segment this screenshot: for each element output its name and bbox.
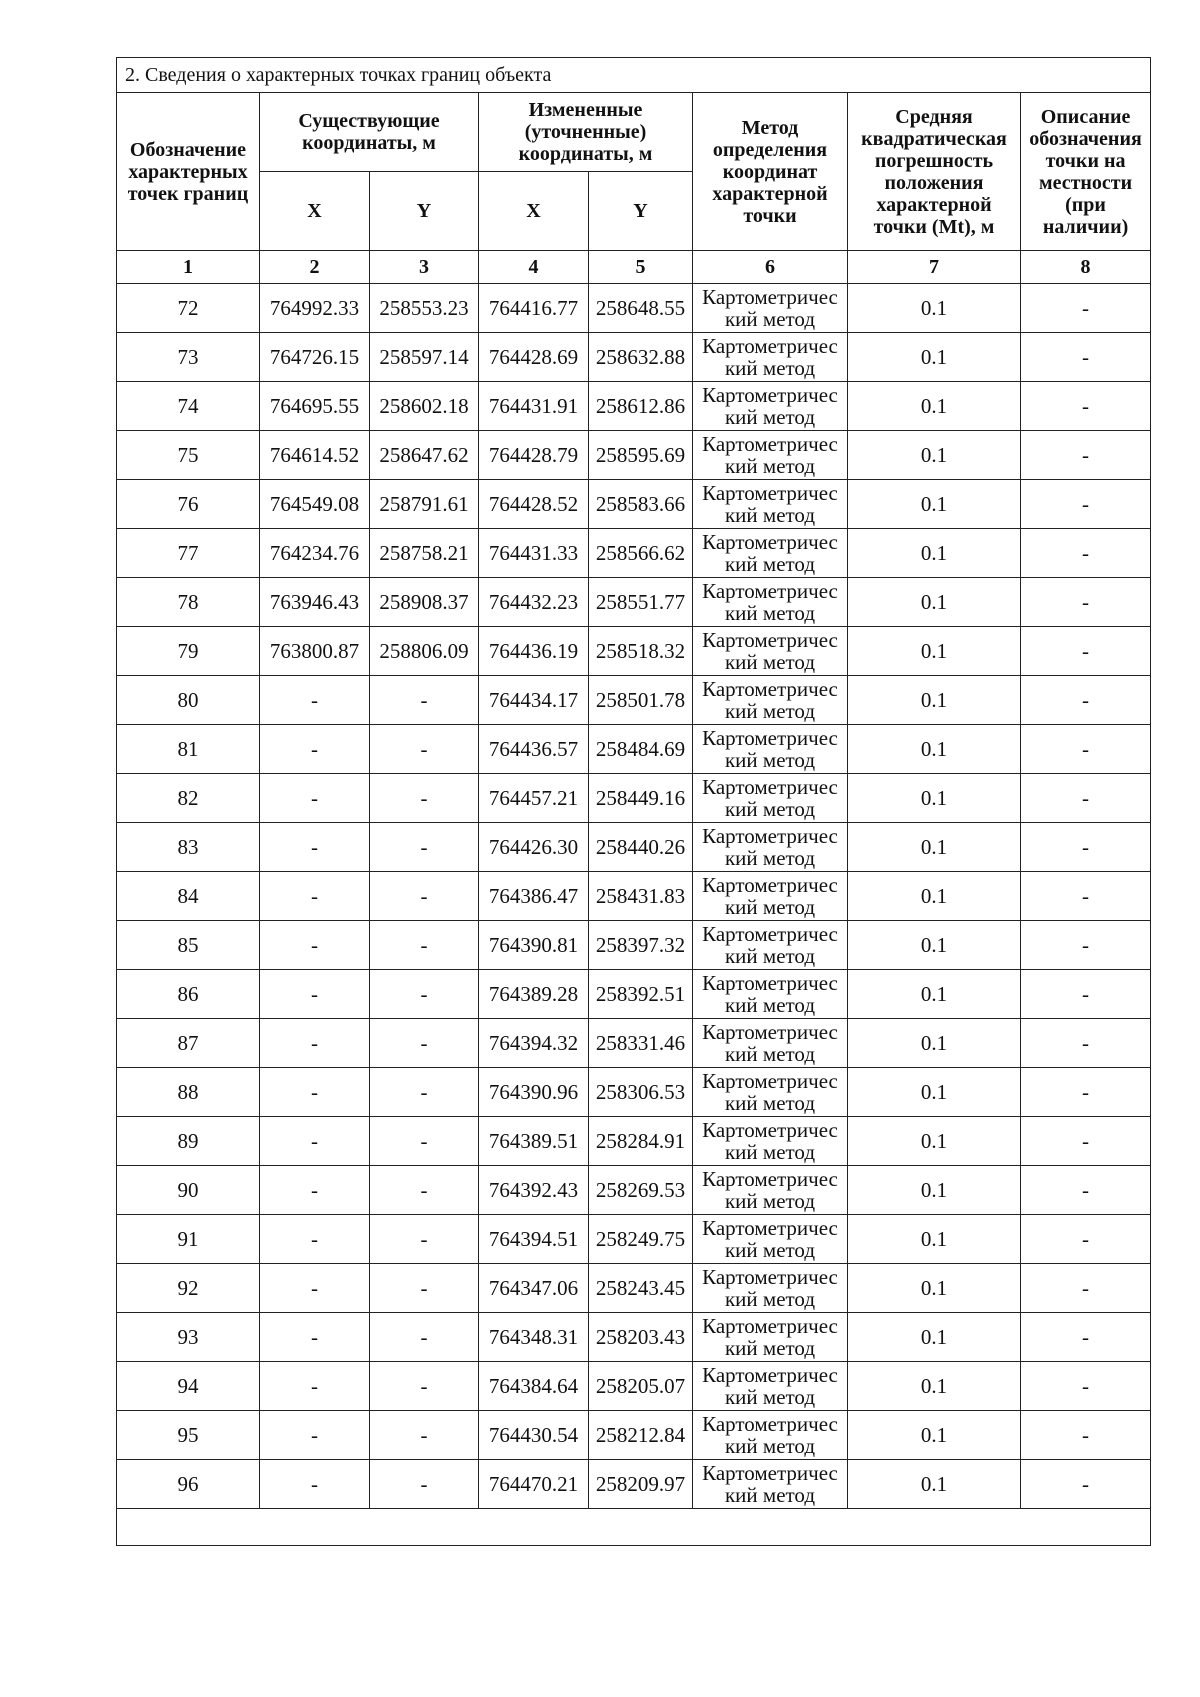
method-line: Картометричес: [702, 1314, 838, 1338]
method-line: Картометричес: [702, 1265, 838, 1289]
cell-changed-y: 258205.07: [589, 1362, 693, 1411]
table-row: [117, 725, 1151, 774]
method-line: Картометричес: [702, 334, 838, 358]
cell-description: -: [1021, 1460, 1151, 1509]
cell-changed-y: 258209.97: [589, 1460, 693, 1509]
cell-mt: 0.1: [848, 774, 1021, 823]
cell-method: [693, 1362, 848, 1411]
cell-point: 87: [117, 1019, 260, 1068]
method-line: кий метод: [724, 650, 816, 674]
cell-method: [693, 676, 848, 725]
cell-changed-y: 258269.53: [589, 1166, 693, 1215]
table-row: [117, 1460, 1151, 1509]
method-line: кий метод: [724, 993, 816, 1017]
cell-description: -: [1021, 1411, 1151, 1460]
header-changed-coordinates: Измененные (уточненные) координаты, м: [479, 93, 693, 172]
cell-changed-x: 764390.96: [479, 1068, 589, 1117]
header-existing-coordinates: Существующие координаты, м: [260, 93, 479, 172]
cell-method: [693, 529, 848, 578]
table-row: [117, 774, 1151, 823]
cell-description: -: [1021, 1313, 1151, 1362]
table-row: [117, 1117, 1151, 1166]
column-number: 2: [260, 251, 370, 284]
header-changed-x: X: [479, 172, 589, 251]
method-line: Картометричес: [702, 971, 838, 995]
method-line: Картометричес: [702, 677, 838, 701]
cell-existing-x: -: [260, 1068, 370, 1117]
cell-description: -: [1021, 1019, 1151, 1068]
method-line: Картометричес: [702, 1069, 838, 1093]
cell-changed-x: 764389.51: [479, 1117, 589, 1166]
cell-changed-y: 258440.26: [589, 823, 693, 872]
cell-existing-x: -: [260, 1166, 370, 1215]
cell-method: [693, 1068, 848, 1117]
cell-existing-y: -: [370, 1166, 479, 1215]
cell-changed-y: 258612.86: [589, 382, 693, 431]
cell-method: [693, 823, 848, 872]
method-line: Картометричес: [702, 775, 838, 799]
table-row: [117, 1215, 1151, 1264]
table-row: [117, 1264, 1151, 1313]
table-row: [117, 1313, 1151, 1362]
cell-method: [693, 382, 848, 431]
cell-mt: 0.1: [848, 1068, 1021, 1117]
cell-changed-x: 764386.47: [479, 872, 589, 921]
cell-existing-y: -: [370, 1117, 479, 1166]
cell-method: [693, 872, 848, 921]
method-line: Картометричес: [702, 922, 838, 946]
method-line: Картометричес: [702, 481, 838, 505]
cell-changed-x: 764390.81: [479, 921, 589, 970]
cell-existing-x: -: [260, 921, 370, 970]
cell-mt: 0.1: [848, 921, 1021, 970]
cell-existing-y: 258602.18: [370, 382, 479, 431]
cell-method: [693, 627, 848, 676]
table-row: [117, 1411, 1151, 1460]
method-line: кий метод: [724, 405, 816, 429]
method-line: кий метод: [724, 1287, 816, 1311]
cell-existing-y: -: [370, 774, 479, 823]
cell-point: 73: [117, 333, 260, 382]
cell-changed-x: 764428.52: [479, 480, 589, 529]
table-row: [117, 431, 1151, 480]
cell-changed-x: 764436.19: [479, 627, 589, 676]
column-number: 7: [848, 251, 1021, 284]
cell-changed-x: 764436.57: [479, 725, 589, 774]
cell-existing-y: -: [370, 676, 479, 725]
method-line: Картометричес: [702, 1363, 838, 1387]
cell-point: 79: [117, 627, 260, 676]
cell-description: -: [1021, 431, 1151, 480]
method-line: кий метод: [724, 944, 816, 968]
cell-point: 82: [117, 774, 260, 823]
cell-method: [693, 1166, 848, 1215]
cell-changed-y: 258583.66: [589, 480, 693, 529]
cell-mt: 0.1: [848, 823, 1021, 872]
cell-existing-y: -: [370, 725, 479, 774]
table-row: [117, 1068, 1151, 1117]
cell-changed-x: 764470.21: [479, 1460, 589, 1509]
cell-changed-y: 258551.77: [589, 578, 693, 627]
cell-point: 96: [117, 1460, 260, 1509]
cell-existing-x: -: [260, 1019, 370, 1068]
cell-changed-y: 258306.53: [589, 1068, 693, 1117]
cell-existing-x: -: [260, 676, 370, 725]
cell-existing-x: 764549.08: [260, 480, 370, 529]
cell-mt: 0.1: [848, 431, 1021, 480]
cell-point: 72: [117, 284, 260, 333]
cell-existing-x: -: [260, 725, 370, 774]
cell-description: -: [1021, 529, 1151, 578]
method-line: кий метод: [724, 1336, 816, 1360]
cell-existing-y: 258908.37: [370, 578, 479, 627]
cell-existing-x: 764234.76: [260, 529, 370, 578]
cell-existing-y: -: [370, 1313, 479, 1362]
method-line: кий метод: [724, 454, 816, 478]
method-line: кий метод: [724, 601, 816, 625]
cell-changed-x: 764428.79: [479, 431, 589, 480]
cell-existing-x: 763800.87: [260, 627, 370, 676]
table-row: [117, 529, 1151, 578]
cell-existing-y: 258553.23: [370, 284, 479, 333]
table-title: 2. Сведения о характерных точках границ объекта: [117, 58, 1151, 93]
header-method: Метод определения координат характерной точки: [693, 93, 848, 251]
cell-existing-x: 764695.55: [260, 382, 370, 431]
cell-changed-y: 258431.83: [589, 872, 693, 921]
cell-point: 84: [117, 872, 260, 921]
cell-mt: 0.1: [848, 970, 1021, 1019]
column-number: 6: [693, 251, 848, 284]
cell-existing-y: -: [370, 1215, 479, 1264]
column-number: 4: [479, 251, 589, 284]
table-row: [117, 823, 1151, 872]
column-number: 5: [589, 251, 693, 284]
cell-method: [693, 970, 848, 1019]
header-designation: Обозначение характерных точек границ: [117, 93, 260, 251]
method-line: Картометричес: [702, 824, 838, 848]
cell-point: 93: [117, 1313, 260, 1362]
method-line: Картометричес: [702, 530, 838, 554]
cell-method: [693, 1117, 848, 1166]
cell-changed-y: 258632.88: [589, 333, 693, 382]
cell-mt: 0.1: [848, 1215, 1021, 1264]
method-line: кий метод: [724, 1091, 816, 1115]
method-line: Картометричес: [702, 628, 838, 652]
method-line: кий метод: [724, 748, 816, 772]
cell-description: -: [1021, 774, 1151, 823]
header-existing-y: Y: [370, 172, 479, 251]
cell-method: [693, 921, 848, 970]
cell-description: -: [1021, 578, 1151, 627]
cell-changed-y: 258501.78: [589, 676, 693, 725]
table-row: [117, 970, 1151, 1019]
cell-existing-x: -: [260, 970, 370, 1019]
cell-changed-x: 764392.43: [479, 1166, 589, 1215]
cell-existing-y: -: [370, 1019, 479, 1068]
method-line: Картометричес: [702, 1167, 838, 1191]
cell-changed-x: 764384.64: [479, 1362, 589, 1411]
method-line: кий метод: [724, 1385, 816, 1409]
cell-method: [693, 333, 848, 382]
method-line: кий метод: [724, 1140, 816, 1164]
cell-point: 90: [117, 1166, 260, 1215]
cell-changed-x: 764431.33: [479, 529, 589, 578]
cell-method: [693, 725, 848, 774]
cell-description: -: [1021, 872, 1151, 921]
cell-mt: 0.1: [848, 1313, 1021, 1362]
cell-changed-x: 764394.32: [479, 1019, 589, 1068]
cell-method: [693, 431, 848, 480]
header-mean-square-error: Средняя квадратическая погрешность положения характерной точки (Mt), м: [848, 93, 1021, 251]
cell-mt: 0.1: [848, 382, 1021, 431]
cell-existing-y: -: [370, 1460, 479, 1509]
cell-changed-y: 258212.84: [589, 1411, 693, 1460]
method-line: Картометричес: [702, 726, 838, 750]
cell-description: -: [1021, 970, 1151, 1019]
cell-point: 91: [117, 1215, 260, 1264]
table-body: [117, 284, 1151, 1509]
cell-existing-x: -: [260, 1362, 370, 1411]
method-line: Картометричес: [702, 873, 838, 897]
cell-description: -: [1021, 1117, 1151, 1166]
cell-point: 95: [117, 1411, 260, 1460]
cell-mt: 0.1: [848, 1411, 1021, 1460]
method-line: кий метод: [724, 1434, 816, 1458]
cell-existing-y: 258597.14: [370, 333, 479, 382]
cell-description: -: [1021, 1264, 1151, 1313]
cell-description: -: [1021, 382, 1151, 431]
cell-existing-y: 258791.61: [370, 480, 479, 529]
table-row: [117, 1166, 1151, 1215]
cell-mt: 0.1: [848, 1264, 1021, 1313]
cell-existing-y: 258647.62: [370, 431, 479, 480]
cell-method: [693, 1460, 848, 1509]
cell-existing-x: -: [260, 872, 370, 921]
cell-description: -: [1021, 1362, 1151, 1411]
cell-method: [693, 1411, 848, 1460]
cell-existing-y: 258806.09: [370, 627, 479, 676]
cell-description: -: [1021, 725, 1151, 774]
cell-changed-x: 764426.30: [479, 823, 589, 872]
table-row: [117, 921, 1151, 970]
cell-changed-y: 258243.45: [589, 1264, 693, 1313]
cell-existing-y: -: [370, 823, 479, 872]
cell-description: -: [1021, 921, 1151, 970]
table-row: [117, 578, 1151, 627]
column-number: 1: [117, 251, 260, 284]
cell-existing-y: -: [370, 872, 479, 921]
cell-mt: 0.1: [848, 333, 1021, 382]
cell-existing-x: 763946.43: [260, 578, 370, 627]
cell-existing-x: -: [260, 823, 370, 872]
cell-point: 75: [117, 431, 260, 480]
cell-changed-y: 258484.69: [589, 725, 693, 774]
cell-changed-x: 764431.91: [479, 382, 589, 431]
cell-method: [693, 1019, 848, 1068]
cell-mt: 0.1: [848, 725, 1021, 774]
cell-existing-x: 764614.52: [260, 431, 370, 480]
table-row: [117, 676, 1151, 725]
cell-existing-x: 764992.33: [260, 284, 370, 333]
method-line: Картометричес: [702, 1118, 838, 1142]
method-line: кий метод: [724, 552, 816, 576]
cell-existing-y: -: [370, 921, 479, 970]
cell-changed-y: 258284.91: [589, 1117, 693, 1166]
cell-changed-x: 764430.54: [479, 1411, 589, 1460]
cell-point: 85: [117, 921, 260, 970]
method-line: кий метод: [724, 797, 816, 821]
cell-point: 88: [117, 1068, 260, 1117]
table-row: [117, 480, 1151, 529]
header-existing-x: X: [260, 172, 370, 251]
cell-changed-x: 764348.31: [479, 1313, 589, 1362]
cell-mt: 0.1: [848, 1019, 1021, 1068]
cell-changed-x: 764434.17: [479, 676, 589, 725]
method-line: кий метод: [724, 846, 816, 870]
cell-changed-x: 764394.51: [479, 1215, 589, 1264]
cell-point: 76: [117, 480, 260, 529]
cell-method: [693, 1313, 848, 1362]
cell-method: [693, 1215, 848, 1264]
method-line: Картометричес: [702, 383, 838, 407]
cell-point: 74: [117, 382, 260, 431]
header-changed-y: Y: [589, 172, 693, 251]
cell-changed-y: 258249.75: [589, 1215, 693, 1264]
cell-existing-y: -: [370, 1068, 479, 1117]
cell-mt: 0.1: [848, 480, 1021, 529]
table-row: [117, 333, 1151, 382]
method-line: кий метод: [724, 699, 816, 723]
cell-changed-y: 258331.46: [589, 1019, 693, 1068]
method-line: Картометричес: [702, 1461, 838, 1485]
column-number: 8: [1021, 251, 1151, 284]
table-row: [117, 627, 1151, 676]
cell-method: [693, 1264, 848, 1313]
cell-mt: 0.1: [848, 578, 1021, 627]
cell-point: 78: [117, 578, 260, 627]
method-line: кий метод: [724, 1238, 816, 1262]
method-line: Картометричес: [702, 1216, 838, 1240]
method-line: кий метод: [724, 503, 816, 527]
cell-changed-y: 258648.55: [589, 284, 693, 333]
cell-existing-x: -: [260, 1411, 370, 1460]
cell-method: [693, 578, 848, 627]
cell-existing-x: 764726.15: [260, 333, 370, 382]
cell-changed-y: 258392.51: [589, 970, 693, 1019]
cell-mt: 0.1: [848, 1117, 1021, 1166]
cell-point: 92: [117, 1264, 260, 1313]
cell-point: 89: [117, 1117, 260, 1166]
method-line: кий метод: [724, 307, 816, 331]
cell-description: -: [1021, 284, 1151, 333]
cell-mt: 0.1: [848, 1166, 1021, 1215]
cell-existing-y: -: [370, 1264, 479, 1313]
cell-point: 83: [117, 823, 260, 872]
cell-description: -: [1021, 480, 1151, 529]
method-line: Картометричес: [702, 1412, 838, 1436]
method-line: кий метод: [724, 895, 816, 919]
method-line: Картометричес: [702, 285, 838, 309]
cell-description: -: [1021, 333, 1151, 382]
boundary-points-table: [116, 57, 1151, 1546]
cell-description: -: [1021, 1166, 1151, 1215]
cell-existing-y: 258758.21: [370, 529, 479, 578]
table-row: [117, 1362, 1151, 1411]
cell-description: -: [1021, 823, 1151, 872]
cell-description: -: [1021, 1215, 1151, 1264]
cell-changed-x: 764416.77: [479, 284, 589, 333]
table-row: [117, 382, 1151, 431]
table-row: [117, 284, 1151, 333]
cell-changed-y: 258203.43: [589, 1313, 693, 1362]
cell-changed-y: 258449.16: [589, 774, 693, 823]
cell-existing-y: -: [370, 1362, 479, 1411]
cell-existing-x: -: [260, 1264, 370, 1313]
table-footer-row: [117, 1509, 1151, 1546]
empty-cell: [117, 1509, 1151, 1546]
method-line: Картометричес: [702, 432, 838, 456]
cell-changed-x: 764457.21: [479, 774, 589, 823]
cell-mt: 0.1: [848, 529, 1021, 578]
cell-existing-x: -: [260, 1313, 370, 1362]
cell-method: [693, 284, 848, 333]
cell-mt: 0.1: [848, 872, 1021, 921]
cell-existing-x: -: [260, 1460, 370, 1509]
cell-existing-x: -: [260, 1117, 370, 1166]
cell-mt: 0.1: [848, 676, 1021, 725]
cell-point: 86: [117, 970, 260, 1019]
cell-existing-x: -: [260, 774, 370, 823]
method-line: кий метод: [724, 1189, 816, 1213]
table-row: [117, 872, 1151, 921]
cell-point: 81: [117, 725, 260, 774]
cell-point: 77: [117, 529, 260, 578]
cell-changed-y: 258397.32: [589, 921, 693, 970]
cell-changed-x: 764347.06: [479, 1264, 589, 1313]
cell-mt: 0.1: [848, 627, 1021, 676]
cell-point: 94: [117, 1362, 260, 1411]
cell-description: -: [1021, 676, 1151, 725]
method-line: Картометричес: [702, 1020, 838, 1044]
header-description: Описание обозначения точки на местности (при наличии): [1021, 93, 1151, 251]
cell-existing-y: -: [370, 970, 479, 1019]
cell-description: -: [1021, 1068, 1151, 1117]
method-line: кий метод: [724, 1042, 816, 1066]
cell-changed-y: 258595.69: [589, 431, 693, 480]
cell-changed-y: 258518.32: [589, 627, 693, 676]
cell-changed-y: 258566.62: [589, 529, 693, 578]
cell-method: [693, 774, 848, 823]
cell-mt: 0.1: [848, 1362, 1021, 1411]
method-line: кий метод: [724, 356, 816, 380]
cell-changed-x: 764428.69: [479, 333, 589, 382]
cell-description: -: [1021, 627, 1151, 676]
cell-mt: 0.1: [848, 284, 1021, 333]
method-line: кий метод: [724, 1483, 816, 1507]
cell-mt: 0.1: [848, 1460, 1021, 1509]
table-row: [117, 1019, 1151, 1068]
cell-point: 80: [117, 676, 260, 725]
cell-existing-x: -: [260, 1215, 370, 1264]
cell-method: [693, 480, 848, 529]
column-number: 3: [370, 251, 479, 284]
cell-existing-y: -: [370, 1411, 479, 1460]
cell-changed-x: 764432.23: [479, 578, 589, 627]
method-line: Картометричес: [702, 579, 838, 603]
cell-changed-x: 764389.28: [479, 970, 589, 1019]
